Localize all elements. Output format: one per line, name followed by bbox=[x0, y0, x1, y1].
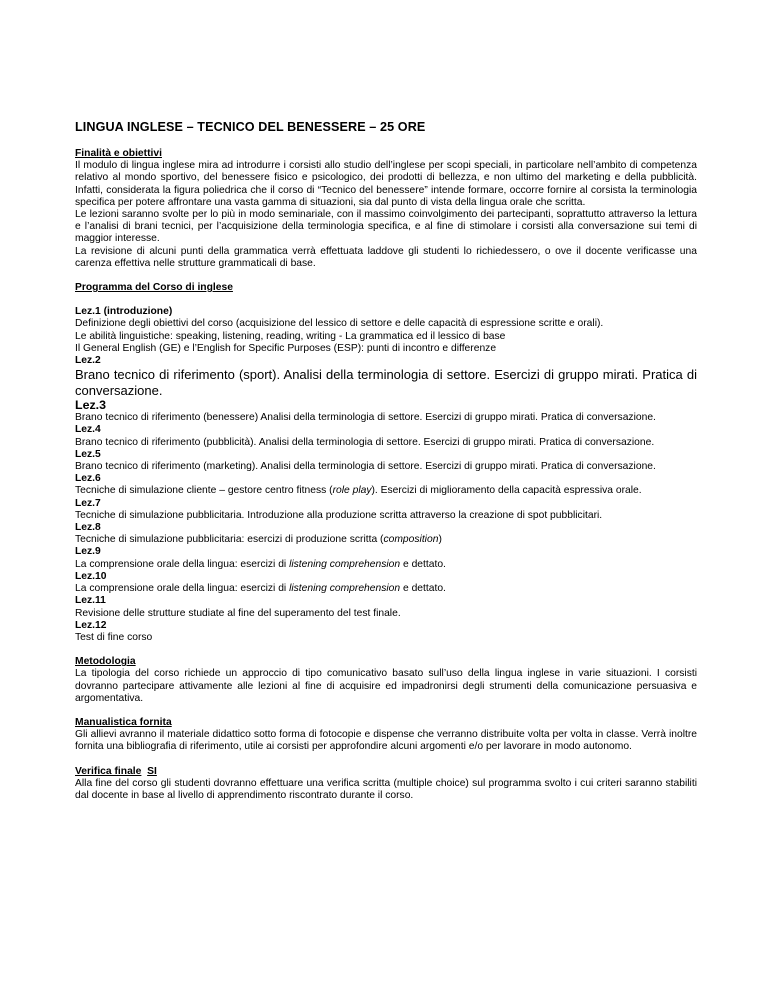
lesson-10-text-pre: La comprensione orale della lingua: esercizi di bbox=[75, 583, 290, 595]
lesson-4-text: Brano tecnico di riferimento (pubblicità). Analisi della terminologia di settore. Esercizi di gruppo mirati. Pratica di conversazione. bbox=[75, 436, 655, 448]
lesson-10-text-em: listening comprehension bbox=[289, 583, 401, 595]
lesson-10-text bbox=[75, 583, 697, 595]
lesson-3-label: Lez.3 bbox=[75, 398, 106, 413]
lesson-6-text-em: role play bbox=[332, 485, 372, 497]
lesson-6-text-pre: Tecniche di simulazione cliente – gestore centro fitness ( bbox=[75, 485, 333, 497]
manualistica-text: Gli allievi avranno il materiale didattico sotto forma di fotocopie e dispense che verranno distribuite volta per volta in classe. Verrà inoltre fornita una bibliografia di riferimento, utile ai corsisti per approfondire alcuni argomenti e/o per lavorare in modo autonomo. bbox=[75, 729, 697, 753]
finalita-paragraph-3: La revisione di alcuni punti della grammatica verrà effettuata laddove gli studenti lo richiedessero, o ove il docente verificasse una carenza effettiva nelle strutture grammaticali di base. bbox=[75, 245, 697, 269]
lesson-11-label: Lez.11 bbox=[75, 595, 106, 607]
lesson-8-text-post: ) bbox=[438, 534, 442, 546]
lesson-10-text-post: e dettato. bbox=[400, 583, 446, 595]
document-title: LINGUA INGLESE – TECNICO DEL BENESSERE – 25 ORE bbox=[75, 120, 426, 134]
document-page bbox=[75, 120, 697, 802]
verifica-text: Alla fine del corso gli studenti dovranno effettuare una verifica scritta (multiple choice) sul programma svolto i cui criteri saranno stabiliti dal docente in base al livello di apprendimento riscontrato durante il corso. bbox=[75, 777, 697, 801]
verifica-value: SI bbox=[147, 765, 157, 777]
lesson-2-text: Brano tecnico di riferimento (sport). Analisi della terminologia di settore. Esercizi di gruppo mirati. Pratica di conversazione. bbox=[75, 367, 697, 398]
lesson-6-label: Lez.6 bbox=[75, 473, 101, 485]
lesson-11-text: Revisione delle strutture studiate al fine del superamento del test finale. bbox=[75, 607, 401, 619]
lesson-8-text-em: composition bbox=[383, 534, 439, 546]
lesson-9-label: Lez.9 bbox=[75, 546, 101, 558]
lesson-9-text bbox=[75, 559, 697, 571]
finalita-paragraph-2: Le lezioni saranno svolte per lo più in modo seminariale, con il massimo coinvolgimento dei partecipanti, soprattutto attraverso la lettura e l’analisi di brani tecnici, per l’acquisizione della terminologia specifica, e al fine di stimolare i corsisti alla conversazione sui temi di maggior interesse. bbox=[75, 209, 697, 245]
finalita-paragraph-1: Il modulo di lingua inglese mira ad introdurre i corsisti allo studio dell’inglese per scopi speciali, in particolare nell’ambito di competenza relativo al mondo sportivo, del benessere fisico e psicologico, dei prodotti di bellezza, e non ultimo del marketing e della pubblicità. Infatti, considerata la figura poliedrica che il corso di “Tecnico del benessere” intende formare, occorre fornire al corsista la terminologia specifica per potere affrontare una vasta gamma di situazioni, sia dal punto di vista della lingua orale che scritta. bbox=[75, 160, 697, 208]
lesson-12-label: Lez.12 bbox=[75, 619, 107, 631]
lesson-8-label: Lez.8 bbox=[75, 522, 101, 534]
lesson-6-text-post: ). Esercizi di miglioramento della capacità espressiva orale. bbox=[371, 485, 642, 497]
lesson-1-label: Lez.1 (introduzione) bbox=[75, 306, 173, 318]
manualistica-heading: Manualistica fornita bbox=[75, 716, 172, 728]
lesson-2-label: Lez.2 bbox=[75, 355, 101, 367]
lesson-1-line-3: Il General English (GE) e l’English for Specific Purposes (ESP): punti di incontro e differenze bbox=[75, 342, 497, 354]
metodologia-heading: Metodologia bbox=[75, 656, 136, 668]
lesson-8-text bbox=[75, 534, 697, 546]
lesson-12-text: Test di fine corso bbox=[75, 631, 153, 643]
lesson-3-text: Brano tecnico di riferimento (benessere) Analisi della terminologia di settore. Esercizi di gruppo mirati. Pratica di conversazione. bbox=[75, 412, 656, 424]
lesson-5-label: Lez.5 bbox=[75, 448, 101, 460]
lesson-7-label: Lez.7 bbox=[75, 497, 101, 509]
lesson-8-text-pre: Tecniche di simulazione pubblicitaria: esercizi di produzione scritta ( bbox=[75, 534, 384, 546]
lesson-1-line-2: Le abilità linguistiche: speaking, listening, reading, writing - La grammatica ed il lessico di base bbox=[75, 330, 506, 342]
lesson-7-text: Tecniche di simulazione pubblicitaria. Introduzione alla produzione scritta attraverso la creazione di spot pubblicitari. bbox=[75, 509, 603, 521]
verifica-heading: Verifica finale bbox=[75, 765, 142, 777]
programma-heading: Programma del Corso di inglese bbox=[75, 282, 233, 294]
lesson-6-text bbox=[75, 485, 697, 497]
verifica-heading-row bbox=[75, 766, 697, 778]
lesson-9-text-post: e dettato. bbox=[400, 558, 446, 570]
metodologia-text: La tipologia del corso richiede un approccio di tipo comunicativo basato sull’uso della lingua inglese in varie situazioni. I corsisti dovranno partecipare attivamente alle lezioni al fine di acquisire ed impadronirsi degli strumenti della comunicazione persuasiva e argomentativa. bbox=[75, 668, 697, 704]
lesson-9-text-pre: La comprensione orale della lingua: esercizi di bbox=[75, 558, 290, 570]
finalita-heading: Finalità e obiettivi bbox=[75, 148, 162, 159]
lesson-1-line-1: Definizione degli obiettivi del corso (acquisizione del lessico di settore e delle capacità di espressione scritte e orali). bbox=[75, 318, 604, 330]
lesson-10-label: Lez.10 bbox=[75, 570, 107, 582]
lesson-9-text-em: listening comprehension bbox=[289, 558, 401, 570]
lesson-5-text: Brano tecnico di riferimento (marketing). Analisi della terminologia di settore. Esercizi di gruppo mirati. Pratica di conversazione. bbox=[75, 461, 656, 473]
lesson-4-label: Lez.4 bbox=[75, 424, 101, 436]
